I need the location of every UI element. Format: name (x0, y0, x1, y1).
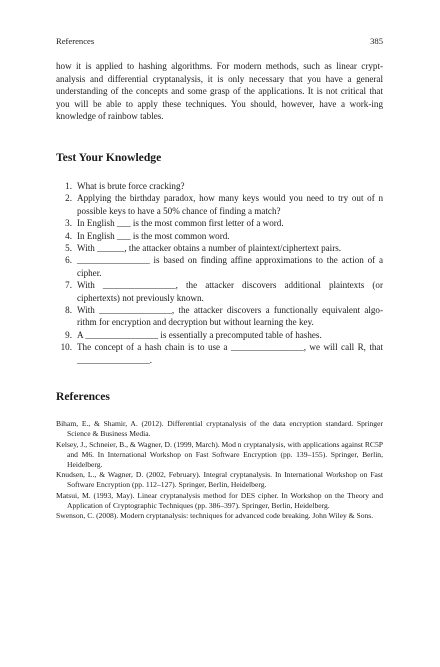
question-number: 4. (65, 230, 72, 241)
question-number: 2. (65, 193, 72, 204)
running-head (56, 36, 383, 47)
question-number: 6. (65, 255, 72, 266)
question-list (56, 180, 383, 366)
question-number: 8. (65, 305, 72, 316)
question-item (56, 304, 383, 329)
question-item (56, 341, 383, 366)
question-text: What is brute force cracking? (77, 181, 185, 191)
question-number: 7. (65, 280, 72, 291)
running-head-title: References (56, 36, 95, 46)
question-number: 10. (60, 342, 72, 353)
question-item (56, 279, 383, 304)
reference-entry: Knudsen, L., & Wagner, D. (2002, February). Integral cryptanalysis. In International Workshop on Fast Software Encryption (pp. 112–127). Springer, Berlin, Heidelberg. (56, 470, 383, 490)
reference-entry: Kelsey, J., Schneier, B., & Wagner, D. (1999, March). Mod n cryptanalysis, with applications against RC5P and M6. In International Workshop on Fast Software Encryption (pp. 139–155). Springer, Berlin, Heidelberg. (56, 439, 383, 469)
question-item (56, 329, 383, 341)
question-text: With ________________, the attacker discovers a functionally equivalent algo-rithm for encryption and decryption but without learning the key. (77, 305, 383, 328)
question-number: 1. (65, 181, 72, 191)
question-item (56, 254, 383, 279)
reference-entry: Matsui, M. (1993, May). Linear cryptanalysis method for DES cipher. In Workshop on the Theory and Application of Cryptographic Techniques (pp. 386–397). Springer, Berlin, Heidelberg. (56, 490, 383, 510)
question-item (56, 230, 383, 242)
reference-entry: Biham, E., & Shamir, A. (2012). Differential cryptanalysis of the data encryption standard. Springer Science & Business Media. (56, 419, 383, 439)
page-number: 385 (370, 36, 383, 46)
test-your-knowledge-heading: Test Your Knowledge (56, 151, 162, 164)
references-heading: References (56, 390, 110, 403)
question-text: A ________________ is essentially a precomputed table of hashes. (77, 329, 322, 340)
question-item (56, 217, 383, 229)
question-text: Applying the birthday paradox, how many keys would you need to try out of n possible keys to have a 50% chance of finding a match? (77, 193, 383, 216)
question-item (56, 242, 383, 254)
question-item (56, 180, 383, 192)
question-text: With ______, the attacker obtains a number of plaintext/ciphertext pairs. (77, 243, 342, 254)
question-text: With ________________, the attacker discovers additional plaintexts (or ciphertexts) not previously known. (77, 280, 383, 303)
reference-entry: Swenson, C. (2008). Modern cryptanalysis: techniques for advanced code breaking. John Wiley & Sons. (56, 511, 374, 521)
question-number: 9. (65, 329, 72, 340)
question-text: The concept of a hash chain is to use a ________________, we will call R, that ________________. (77, 342, 383, 365)
question-item (56, 192, 383, 217)
question-text: ________________ is based on finding affine approximations to the action of a cipher. (77, 255, 383, 278)
question-number: 3. (65, 218, 72, 229)
question-text: In English ___ is the most common word. (77, 230, 230, 241)
intro-paragraph: how it is applied to hashing algorithms. For modern methods, such as linear crypt-analysis and differential cryptanalysis, it is only necessary that you have a general understanding of the concepts and some grasp of the applications. It is not critical that you will be able to apply these techniques. You should, however, have a work-ing knowledge of rainbow tables. (56, 61, 383, 122)
question-number: 5. (65, 243, 72, 254)
question-text: In English ___ is the most common first letter of a word. (77, 218, 284, 229)
reference-list (56, 419, 383, 522)
